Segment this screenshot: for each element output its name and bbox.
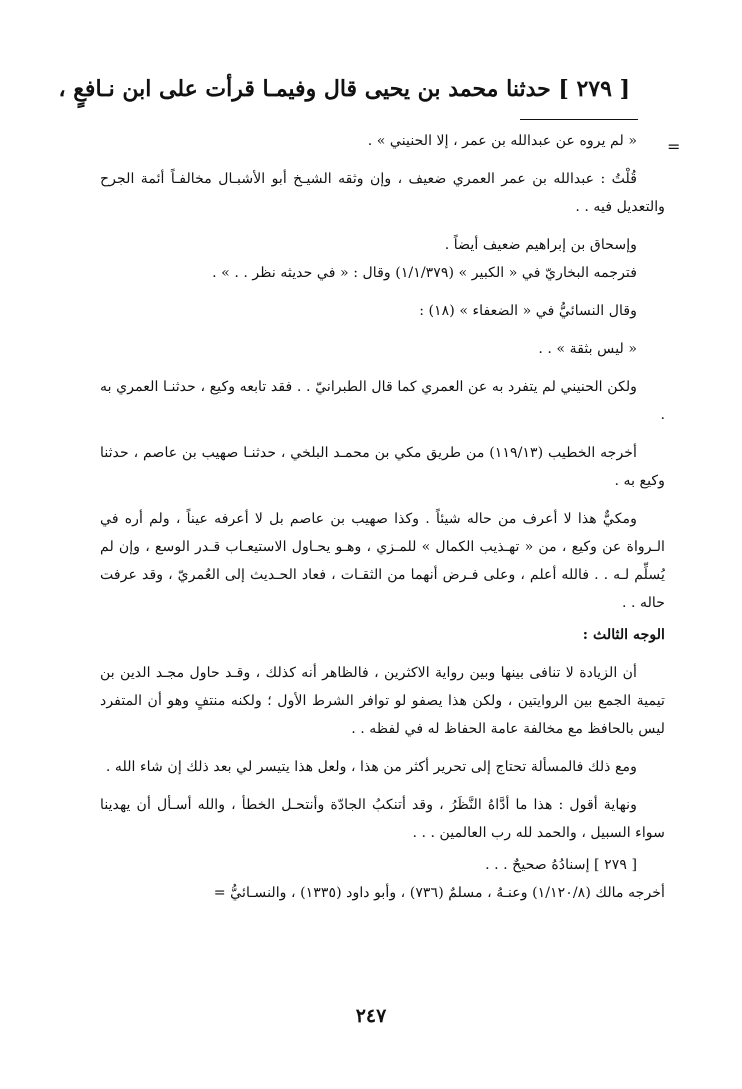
paragraph: ونهاية أقول : هذا ما أدَّاهُ النَّظَرُ ، وقد أتنكبُ الجادّة وأنتحـل الخطأ ، والله أسـأل أن يهدينا سواء السبيل ، والحمد لله رب العالمين . . . xyxy=(100,797,665,841)
paragraph: وقال النسائيُّ في « الضعفاء » (١٨) : xyxy=(419,303,637,319)
paragraph: وإسحاق بن إبراهيم ضعيف أيضاً . xyxy=(444,237,637,253)
continuation-mark: = xyxy=(667,137,681,156)
hadith-heading: [ ٢٧٩ ] حدثنا محمد بن يحيى قال وفيمـا قرأت على ابن نـافعٍ ، xyxy=(58,76,630,102)
paragraph: ولكن الحنيني لم يتفرد به عن العمري كما قال الطبرانيّ . . فقد تابعه وكيع ، حدثنـا العمري به . xyxy=(100,379,665,423)
footnote-separator xyxy=(520,119,638,120)
paragraph: ومع ذلك فالمسألة تحتاج إلى تحرير أكثر من هذا ، ولعل هذا يتيسر لي بعد ذلك إن شاء الله . xyxy=(105,759,637,775)
paragraph: قُلْتُ : عبدالله بن عمر العمري ضعيف ، وإن وثقه الشيـخ أبو الأشبـال مخالفـاً أئمة الجرح والتعديل فيه . . xyxy=(100,171,665,215)
section-heading: الوجه الثالث : xyxy=(582,627,665,643)
paragraph: فترجمه البخاريّ في « الكبير » (١/١/٣٧٩) وقال : « في حديثه نظر . . » . xyxy=(212,265,637,281)
paragraph: أخرجه الخطيب (١١٩/١٣) من طريق مكي بن محمـد البلخي ، حدثنـا صهيب بن عاصم ، حدثنا وكيع به . xyxy=(100,445,665,489)
quote-line: « لم يروه عن عبدالله بن عمر ، إلا الحنيني » . xyxy=(367,133,637,149)
commentary-text xyxy=(100,127,665,907)
isnad-verdict: [ ٢٧٩ ] إسنادُهُ صحيحٌ . . . xyxy=(485,857,637,873)
paragraph: ومكيٌّ هذا لا أعرف من حاله شيئاً . وكذا صهيب بن عاصم بل لا أعرفه عيناً ، ولم أره في الـرواة عن وكيع ، من « تهـذيب الكمال » للمـزي ، وهـو يحـاول الاستيعـاب قـدر الوسع ، وإن لم يُسلِّم لـه . . فالله أعلم ، وعلى فـرض أنهما من الثقـات ، فعاد الحـديث إلى العُمريّ ، وقد عرفت حاله . . xyxy=(100,511,665,611)
quote-line: « ليس بثقة » . . xyxy=(538,341,637,357)
paragraph: أن الزيادة لا تنافى بينها وبين رواية الاكثرين ، فالظاهر أنه كذلك ، وقـد حاول مجـد الدين بن تيمية الجمع بين الروايتين ، ولكن هذا يصفو لو توافر الشرط الأول ؛ ولكنه منتفٍ وهو أن المتفرد ليس بالحافظ مع مخالفة عامة الحفاظ له في لفظه . . xyxy=(100,665,665,737)
page-number: ٢٤٧ xyxy=(355,1005,387,1027)
paragraph: أخرجه مالك (١/١٢٠/٨) وعنـهُ ، مسلمٌ (٧٣٦) ، وأبو داود (١٣٣٥) ، والنسـائيُّ = xyxy=(213,885,665,901)
